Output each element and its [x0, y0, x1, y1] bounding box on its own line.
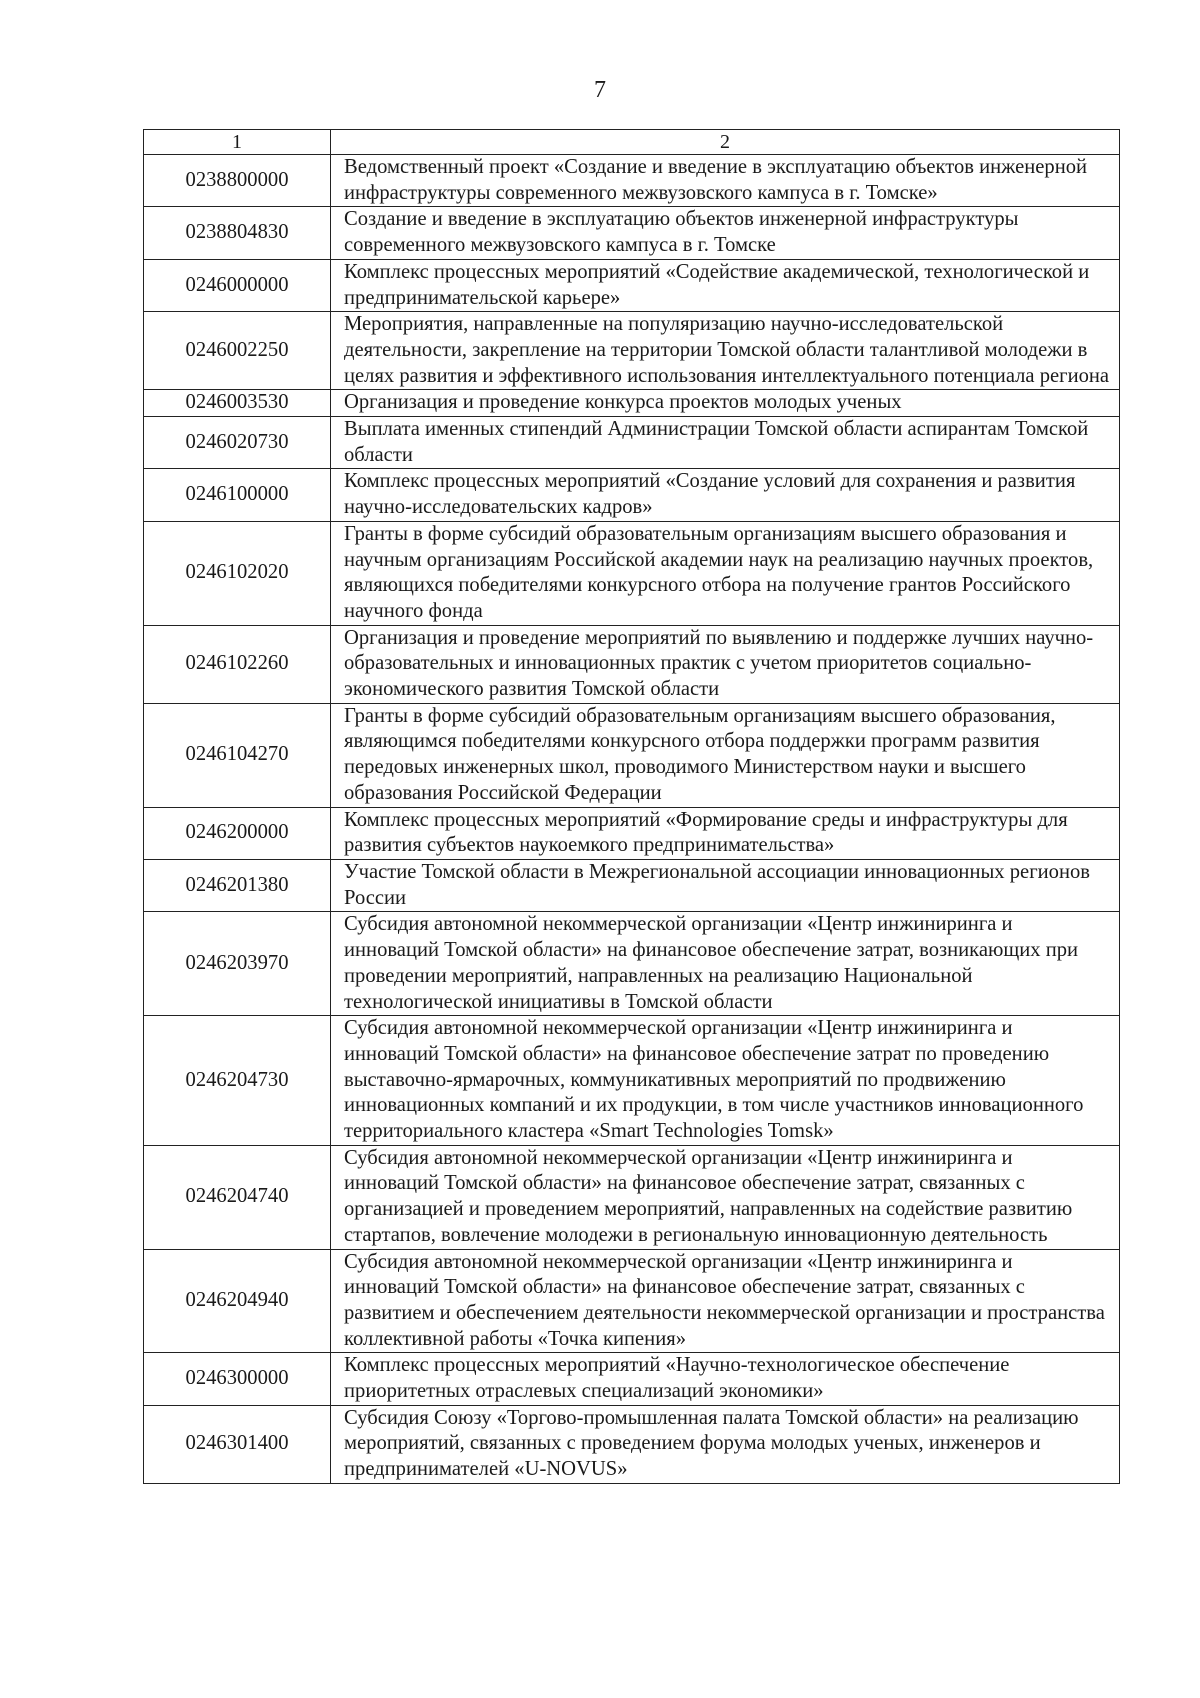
row-code-cell: 0246102260	[144, 625, 331, 703]
table-row	[144, 1405, 1120, 1483]
row-code-cell: 0246301400	[144, 1405, 331, 1483]
row-name-cell: Выплата именных стипендий Администрации Томской области аспирантам Томской области	[331, 417, 1120, 469]
row-name-cell: Комплекс процессных мероприятий «Содействие академической, технологической и предпринимательской карьере»	[331, 259, 1120, 311]
row-code-cell: 0246203970	[144, 912, 331, 1016]
table-row	[144, 1353, 1120, 1405]
row-code-cell: 0246200000	[144, 807, 331, 859]
column-header-name: 2	[331, 130, 1120, 155]
row-name-cell: Субсидия автономной некоммерческой организации «Центр инжиниринга и инноваций Томской области» на финансовое обеспечение затрат по проведению выставочно-ярмарочных, коммуникативных мероприятий по продвижению инновационных компаний и их продукции, в том числе участников инновационного территориального кластера «Smart Technologies Tomsk»	[331, 1016, 1120, 1146]
table-row	[144, 1016, 1120, 1146]
table-row	[144, 521, 1120, 625]
table-row	[144, 1145, 1120, 1249]
table-body	[144, 130, 1120, 1484]
row-name-cell: Создание и введение в эксплуатацию объектов инженерной инфраструктуры современного межвузовского кампуса в г. Томске	[331, 207, 1120, 259]
table-row	[144, 703, 1120, 807]
table-row	[144, 469, 1120, 521]
row-name-cell: Субсидия автономной некоммерческой организации «Центр инжиниринга и инноваций Томской области» на финансовое обеспечение затрат, связанных с развитием и обеспечением деятельности некоммерческой организации и пространства коллективной работы «Точка кипения»	[331, 1249, 1120, 1353]
row-code-cell: 0246204740	[144, 1145, 331, 1249]
table-row	[144, 859, 1120, 911]
table-row	[144, 807, 1120, 859]
table-row	[144, 259, 1120, 311]
table-row	[144, 207, 1120, 259]
row-code-cell: 0238800000	[144, 155, 331, 207]
row-code-cell: 0246204940	[144, 1249, 331, 1353]
row-name-cell: Мероприятия, направленные на популяризацию научно-исследовательской деятельности, закрепление на территории Томской области талантливой молодежи в целях развития и эффективного использования интеллектуального потенциала региона	[331, 312, 1120, 390]
budget-classification-table	[143, 129, 1120, 1484]
row-name-cell: Организация и проведение мероприятий по выявлению и поддержке лучших научно-образовательных и инновационных практик с учетом приоритетов социально-экономического развития Томской области	[331, 625, 1120, 703]
row-name-cell: Комплекс процессных мероприятий «Создание условий для сохранения и развития научно-исследовательских кадров»	[331, 469, 1120, 521]
row-name-cell: Ведомственный проект «Создание и введение в эксплуатацию объектов инженерной инфраструктуры современного межвузовского кампуса в г. Томске»	[331, 155, 1120, 207]
table-row	[144, 417, 1120, 469]
row-name-cell: Субсидия автономной некоммерческой организации «Центр инжиниринга и инноваций Томской области» на финансовое обеспечение затрат, возникающих при проведении мероприятий, направленных на реализацию Национальной технологической инициативы в Томской области	[331, 912, 1120, 1016]
row-code-cell: 0246102020	[144, 521, 331, 625]
table-header-row	[144, 130, 1120, 155]
row-code-cell: 0246002250	[144, 312, 331, 390]
row-name-cell: Субсидия Союзу «Торгово-промышленная палата Томской области» на реализацию мероприятий, связанных с проведением форума молодых ученых, инженеров и предпринимателей «U-NOVUS»	[331, 1405, 1120, 1483]
row-code-cell: 0246104270	[144, 703, 331, 807]
row-name-cell: Комплекс процессных мероприятий «Формирование среды и инфраструктуры для развития субъектов наукоемкого предпринимательства»	[331, 807, 1120, 859]
row-name-cell: Гранты в форме субсидий образовательным организациям высшего образования, являющимся победителями конкурсного отбора поддержки программ развития передовых инженерных школ, проводимого Министерством науки и высшего образования Российской Федерации	[331, 703, 1120, 807]
table-row	[144, 312, 1120, 390]
row-name-cell: Гранты в форме субсидий образовательным организациям высшего образования и научным организациям Российской академии наук на реализацию научных проектов, являющихся победителями конкурсного отбора на получение грантов Российского научного фонда	[331, 521, 1120, 625]
row-name-cell: Участие Томской области в Межрегиональной ассоциации инновационных регионов России	[331, 859, 1120, 911]
table-row	[144, 390, 1120, 417]
table-row	[144, 155, 1120, 207]
row-name-cell: Комплекс процессных мероприятий «Научно-технологическое обеспечение приоритетных отраслевых специализаций экономики»	[331, 1353, 1120, 1405]
table-row	[144, 1249, 1120, 1353]
row-code-cell: 0246100000	[144, 469, 331, 521]
row-code-cell: 0246000000	[144, 259, 331, 311]
table-row	[144, 912, 1120, 1016]
row-code-cell: 0246201380	[144, 859, 331, 911]
row-name-cell: Организация и проведение конкурса проектов молодых ученых	[331, 390, 1120, 417]
row-code-cell: 0246003530	[144, 390, 331, 417]
row-code-cell: 0246204730	[144, 1016, 331, 1146]
table-row	[144, 625, 1120, 703]
column-header-code: 1	[144, 130, 331, 155]
row-code-cell: 0238804830	[144, 207, 331, 259]
page-number: 7	[594, 77, 606, 103]
row-name-cell: Субсидия автономной некоммерческой организации «Центр инжиниринга и инноваций Томской области» на финансовое обеспечение затрат, связанных с организацией и проведением мероприятий, направленных на содействие развитию стартапов, вовлечение молодежи в региональную инновационную деятельность	[331, 1145, 1120, 1249]
row-code-cell: 0246300000	[144, 1353, 331, 1405]
row-code-cell: 0246020730	[144, 417, 331, 469]
